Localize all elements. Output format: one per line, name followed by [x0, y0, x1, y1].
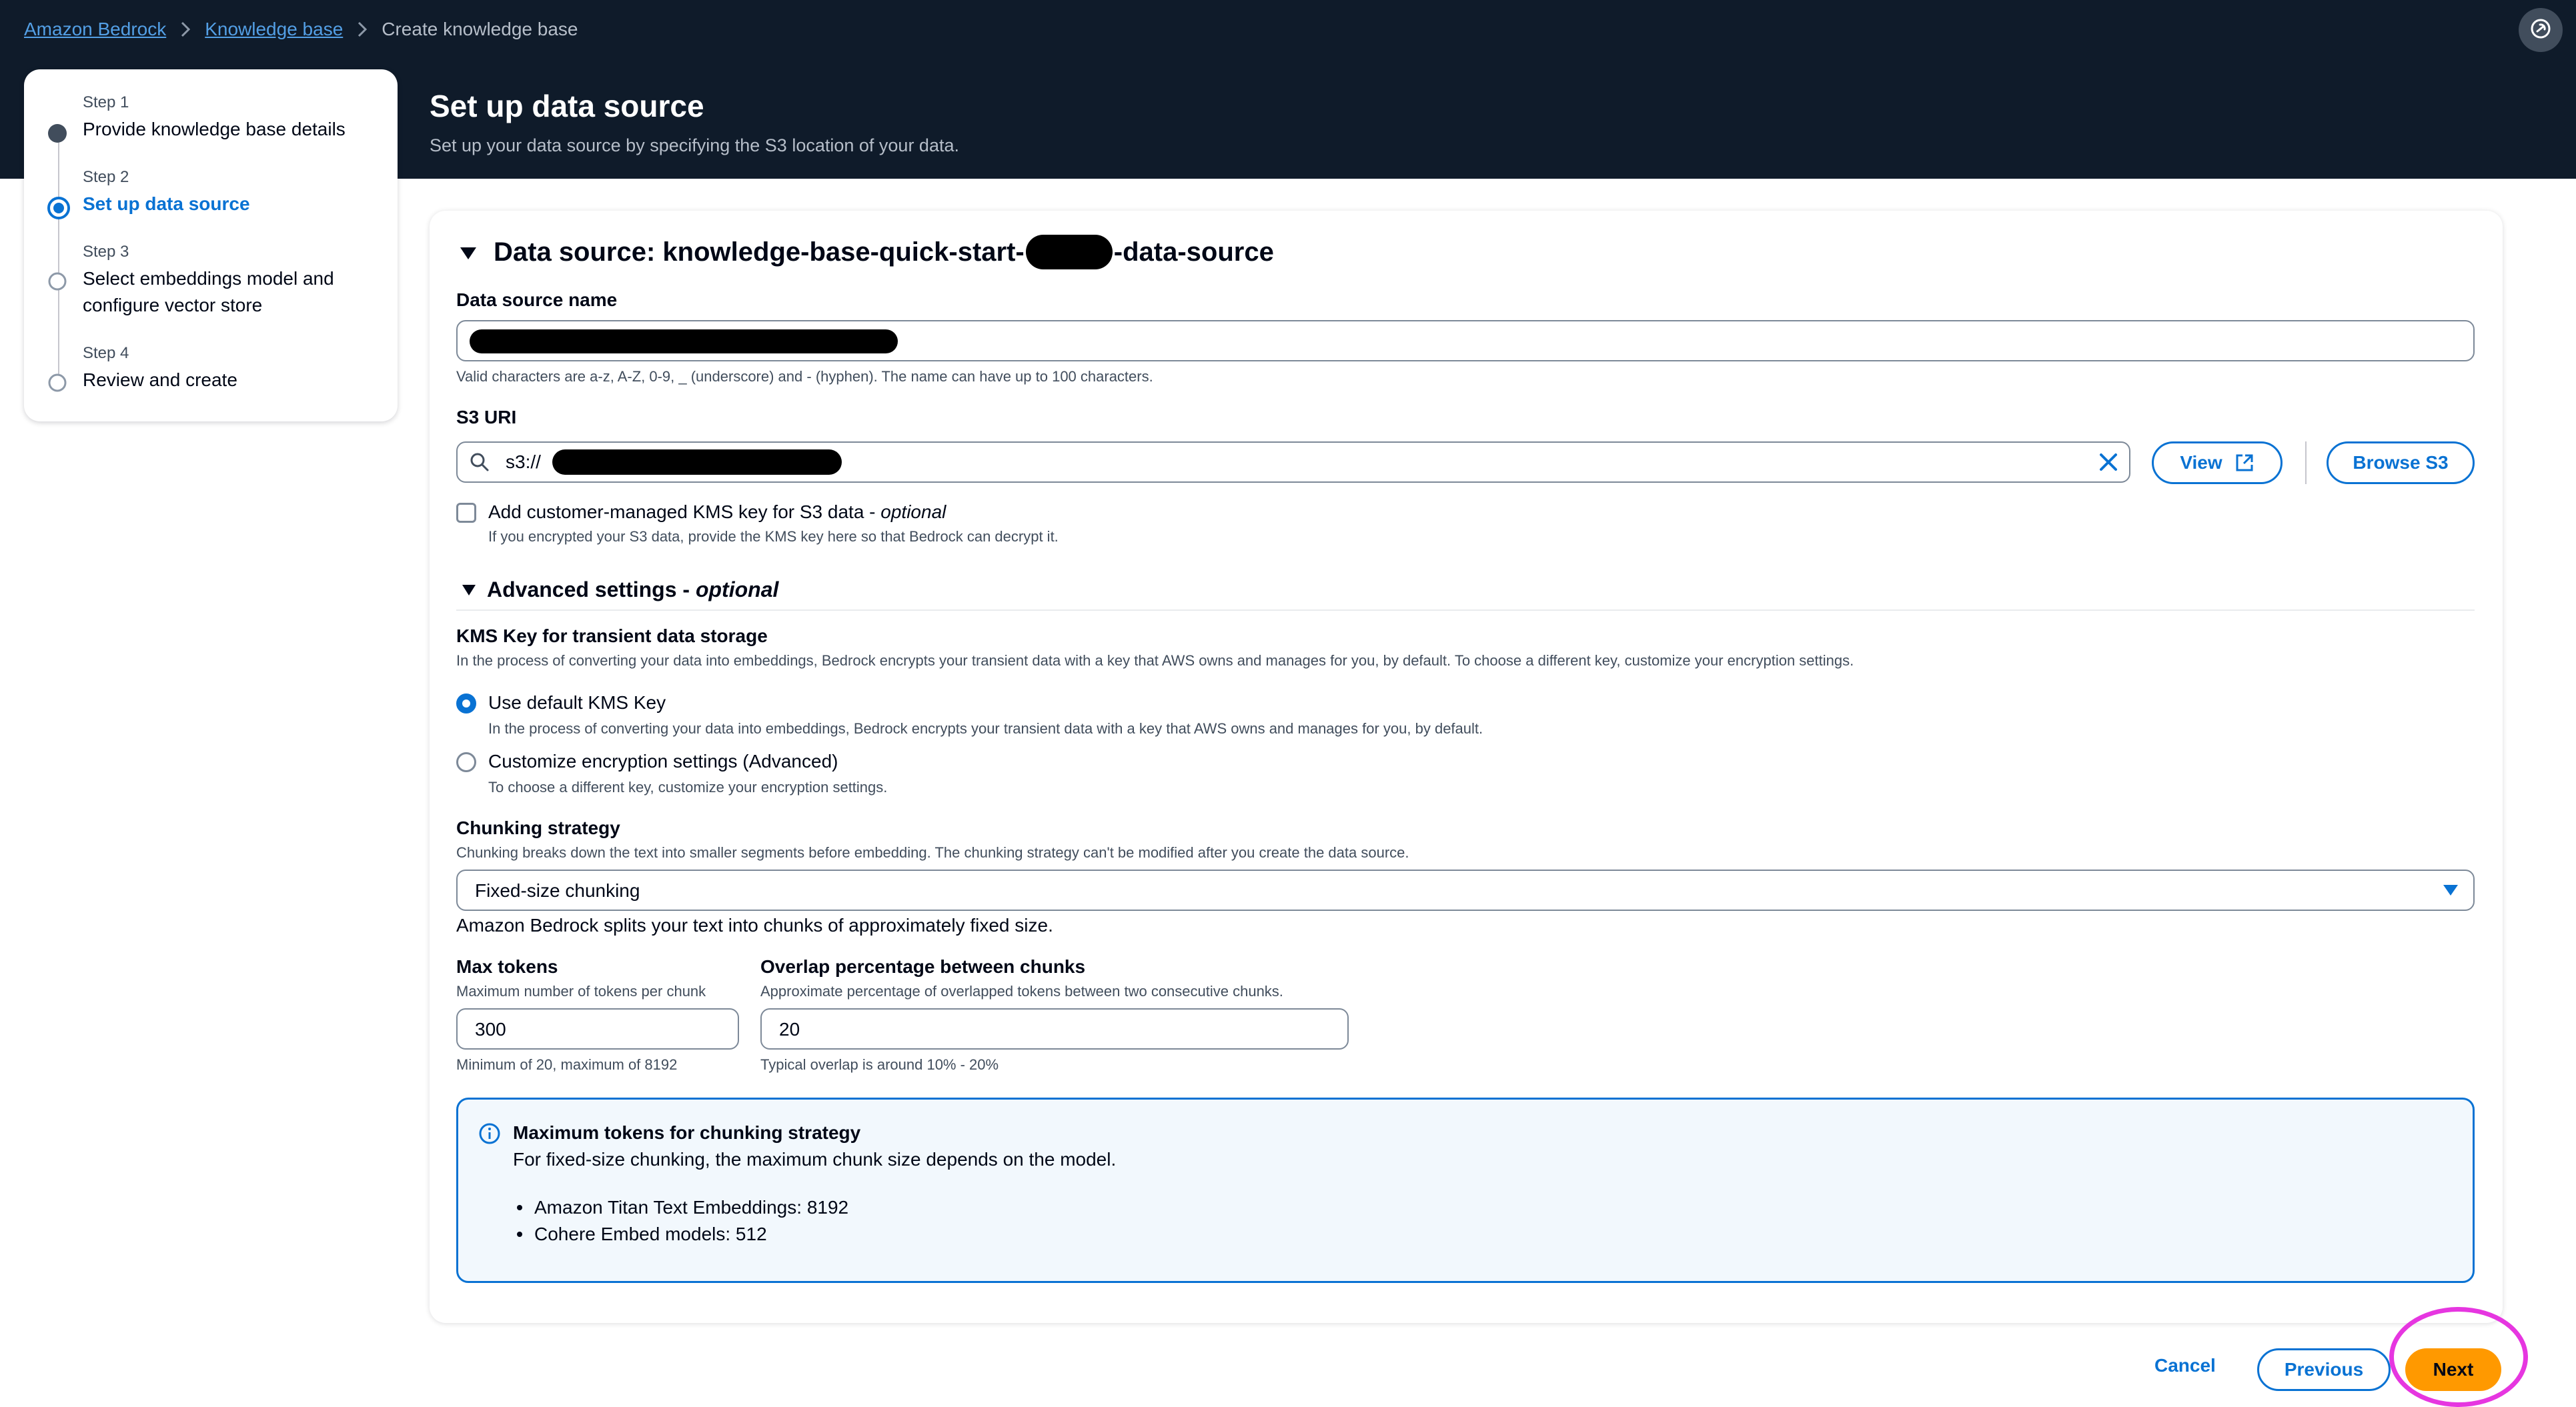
wizard-step-1[interactable]	[83, 93, 346, 143]
overlap-percentage-description: Approximate percentage of overlapped tokens between two consecutive chunks.	[760, 983, 1283, 1000]
use-default-kms-label: Use default KMS Key	[488, 692, 666, 713]
breadcrumb	[24, 15, 578, 44]
breadcrumb-current: Create knowledge base	[382, 19, 578, 39]
data-source-section-toggle[interactable]	[459, 235, 1274, 269]
chevron-right-icon	[181, 21, 190, 37]
caret-down-icon	[459, 237, 478, 267]
chunking-strategy-select[interactable]	[456, 870, 2475, 911]
kms-transient-label: KMS Key for transient data storage	[456, 625, 768, 646]
wizard-step-2[interactable]	[83, 168, 250, 217]
kms-key-checkbox-hint: If you encrypted your S3 data, provide the KMS key here so that Bedrock can decrypt it.	[488, 528, 1059, 545]
list-item: Amazon Titan Text Embeddings: 8192	[534, 1194, 848, 1221]
page-title: Set up data source	[430, 89, 704, 123]
customize-encryption-radio[interactable]	[456, 752, 476, 772]
info-icon	[478, 1122, 501, 1148]
use-default-kms-description: In the process of converting your data into embeddings, Bedrock encrypts your transient data with a key that AWS owns and manages for you, by default.	[488, 720, 1483, 737]
data-source-name-label: Data source name	[456, 289, 618, 310]
optional-tag: optional	[695, 577, 779, 601]
external-link-icon	[2234, 453, 2255, 473]
data-source-name-input[interactable]	[456, 320, 2475, 361]
settings-icon	[2529, 17, 2552, 43]
step-number: Step 2	[83, 168, 129, 186]
alert-body: For fixed-size chunking, the maximum chunk size depends on the model.	[513, 1149, 1117, 1170]
chunking-strategy-label: Chunking strategy	[456, 818, 620, 838]
customize-encryption-label: Customize encryption settings (Advanced)	[488, 751, 838, 772]
max-tokens-label: Max tokens	[456, 956, 558, 977]
breadcrumb-amazon-bedrock[interactable]: Amazon Bedrock	[24, 19, 167, 39]
page-subtitle: Set up your data source by specifying the S3 location of your data.	[430, 135, 959, 155]
max-tokens-description: Maximum number of tokens per chunk	[456, 983, 706, 1000]
wizard-step-4[interactable]	[83, 344, 237, 393]
data-source-card	[430, 211, 2503, 1323]
caret-down-icon	[2443, 884, 2459, 900]
alert-title: Maximum tokens for chunking strategy	[513, 1122, 861, 1143]
wizard-step-3[interactable]	[83, 243, 376, 319]
wizard-steps-panel	[24, 69, 398, 421]
redacted-block	[552, 449, 842, 475]
overlap-percentage-label: Overlap percentage between chunks	[760, 956, 1086, 977]
search-icon	[470, 452, 490, 475]
kms-transient-description: In the process of converting your data into embeddings, Bedrock encrypts your transient data with a key that AWS owns and manages for you, by default. To choose a different key, customize your encryption settings.	[456, 652, 1854, 669]
button-divider	[2305, 441, 2307, 484]
data-source-title-suffix: -data-source	[1113, 237, 1274, 267]
step-active-icon	[47, 196, 71, 223]
s3-uri-label: S3 URI	[456, 407, 517, 427]
s3-uri-input[interactable]	[456, 441, 2130, 483]
previous-button[interactable]: Previous	[2257, 1348, 2391, 1391]
settings-button[interactable]	[2519, 8, 2563, 52]
advanced-settings-toggle[interactable]	[462, 577, 778, 602]
overlap-percentage-value: 20	[779, 1019, 800, 1040]
chunking-strategy-value: Fixed-size chunking	[475, 880, 640, 901]
optional-tag: optional	[880, 501, 946, 522]
step-label: Provide knowledge base details	[83, 119, 346, 139]
customize-encryption-description: To choose a different key, customize your encryption settings.	[488, 779, 888, 796]
chunking-strategy-help: Amazon Bedrock splits your text into chunks of approximately fixed size.	[456, 915, 1053, 936]
data-source-name-hint: Valid characters are a-z, A-Z, 0-9, _ (underscore) and - (hyphen). The name can have up to 100 characters.	[456, 368, 1153, 385]
caret-down-icon	[462, 584, 476, 596]
section-divider	[456, 609, 2475, 611]
chevron-right-icon	[358, 21, 367, 37]
kms-key-checkbox-text: Add customer-managed KMS key for S3 data -	[488, 501, 881, 522]
steps-connector-line	[58, 129, 59, 388]
s3-uri-prefix: s3://	[506, 451, 541, 472]
highlight-annotation-ring	[2389, 1307, 2528, 1407]
max-tokens-value: 300	[475, 1019, 506, 1040]
step-label: Select embeddings model and configure vector store	[83, 268, 334, 315]
chunking-strategy-description: Chunking breaks down the text into smaller segments before embedding. The chunking strategy can't be modified after you create the data source.	[456, 844, 1409, 861]
chunking-info-alert	[456, 1098, 2475, 1283]
clear-icon[interactable]	[2098, 452, 2118, 475]
step-number: Step 4	[83, 344, 129, 362]
view-s3-button[interactable]	[2152, 441, 2283, 484]
step-pending-icon	[47, 372, 68, 397]
cancel-button[interactable]: Cancel	[2154, 1355, 2216, 1376]
next-button[interactable]: Next	[2405, 1348, 2501, 1391]
breadcrumb-knowledge-base[interactable]: Knowledge base	[205, 19, 344, 39]
max-tokens-hint: Minimum of 20, maximum of 8192	[456, 1056, 678, 1073]
step-number: Step 3	[83, 243, 129, 261]
data-source-title-prefix: Data source: knowledge-base-quick-start-	[494, 237, 1025, 267]
redacted-block	[1026, 235, 1113, 269]
browse-s3-button[interactable]: Browse S3	[2327, 441, 2475, 484]
list-item: Cohere Embed models: 512	[534, 1221, 848, 1248]
step-label: Set up data source	[83, 193, 250, 214]
kms-key-checkbox-label	[488, 501, 946, 523]
max-tokens-input[interactable]	[456, 1008, 739, 1050]
overlap-percentage-input[interactable]	[760, 1008, 1349, 1050]
use-default-kms-radio[interactable]	[456, 693, 476, 714]
step-label: Review and create	[83, 369, 237, 390]
redacted-block	[470, 329, 898, 353]
kms-key-checkbox[interactable]	[456, 503, 476, 523]
advanced-settings-title: Advanced settings -	[487, 577, 690, 601]
view-label: View	[2180, 452, 2222, 473]
step-number: Step 1	[83, 93, 129, 111]
alert-list	[534, 1194, 848, 1248]
overlap-percentage-hint: Typical overlap is around 10% - 20%	[760, 1056, 999, 1073]
step-completed-icon	[47, 123, 68, 147]
step-pending-icon	[47, 271, 68, 295]
